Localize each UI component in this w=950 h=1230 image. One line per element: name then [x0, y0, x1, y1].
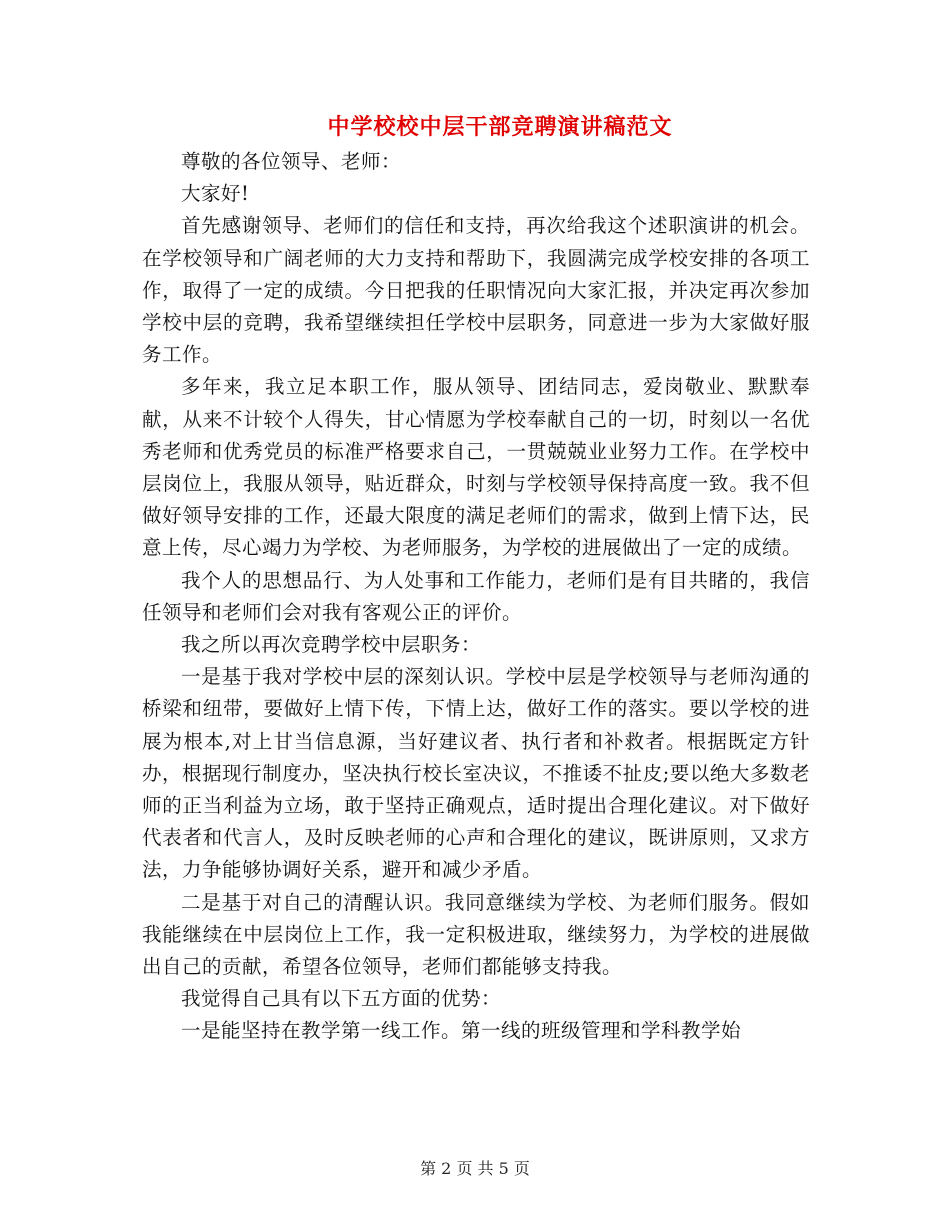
paragraph-thanks: 首先感谢领导、老师们的信任和支持，再次给我这个述职演讲的机会。在学校领导和广阔老师的大力支持和帮助下，我圆满完成学校安排的各项工作，取得了一定的成绩。今日把我的任职情况向大家汇报，并决定再次参加学校中层的竞聘，我希望继续担任学校中层职务，同意进一步为大家做好服务工作。 [142, 214, 810, 367]
paragraph-character: 我个人的思想品行、为人处事和工作能力，老师们是有目共睹的，我信任领导和老师们会对我有客观公正的评价。 [142, 568, 810, 624]
paragraph-greeting: 大家好! [181, 182, 250, 206]
paragraph-advantages-intro: 我觉得自己具有以下五方面的优势： [181, 987, 502, 1011]
paragraph-advantage-one: 一是能坚持在教学第一线工作。第一线的班级管理和学科教学始 [181, 1019, 742, 1043]
paragraph-salutation: 尊敬的各位领导、老师： [181, 150, 402, 173]
document-body [142, 146, 810, 1048]
paragraph-reason-two: 二是基于对自己的清醒认识。我同意继续为学校、为老师们服务。假如我能继续在中层岗位上工作，我一定积极进取，继续努力，为学校的进展做出自己的贡献，希望各位领导，老师们都能够支持我。 [142, 890, 810, 979]
document-title: 中学校校中层干部竞聘演讲稿范文 [327, 114, 673, 140]
page-number-footer: 第 2 页 共 5 页 [420, 1159, 530, 1178]
paragraph-reason-one: 一是基于我对学校中层的深刻认识。学校中层是学校领导与老师沟通的桥梁和纽带，要做好上情下传，下情上达，做好工作的落实。要以学校的进展为根本,对上甘当信息源，当好建议者、执行者和补救者。根据既定方针办，根据现行制度办，坚决执行校长室决议，不推诿不扯皮;要以绝大多数老师的正当利益为立场，敢于坚持正确观点，适时提出合理化建议。对下做好代表者和代言人，及时反映老师的心声和合理化的建议，既讲原则，又求方法，力争能够协调好关系，避开和减少矛盾。 [142, 665, 810, 882]
paragraph-work-history: 多年来，我立足本职工作，服从领导、团结同志，爱岗敬业、默默奉献，从来不计较个人得失，甘心情愿为学校奉献自己的一切，时刻以一名优秀老师和优秀党员的标准严格要求自己，一贯兢兢业业努力工作。在学校中层岗位上，我服从领导，贴近群众，时刻与学校领导保持高度一致。我不但做好领导安排的工作，还最大限度的满足老师们的需求，做到上情下达，民意上传，尽心竭力为学校、为老师服务，为学校的进展做出了一定的成绩。 [142, 375, 810, 560]
paragraph-reason-intro: 我之所以再次竞聘学校中层职务： [181, 633, 482, 657]
